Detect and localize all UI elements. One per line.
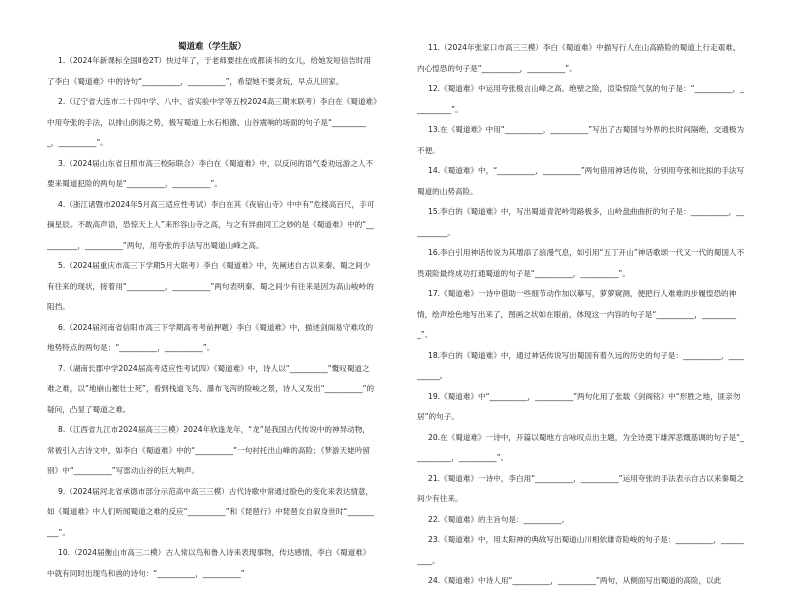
question-7: 7.（湖南长郡中学2024届高考适应性考试四）《蜀道难》中，诗人以“__________”慨叹蜀道之难之难，以“地崩山摧壮士死”，看到栈道飞鸟、瀑布飞泻的险峻之景，诗人又发出“__________”的疑问，凸显了蜀道之难。 [47,363,375,414]
question-3: 3.（2024届山东省日照市高三校际联合）李白在《蜀道难》中，以反问的语气委劝远游之人不要来蜀道犯险的两句是“__________，__________”。 [47,158,374,188]
question-2: 2.（辽宁省大连市二十四中学、八中、省实验中学等五校2024高三期末联考）李白在《蜀道难》中用夸张的手法，以排山倒海之势，极写蜀道上水石相激、山谷震响的场面的句子是“__________，__________”。 [47,97,377,147]
page-title: 蜀道难（学生版） [177,42,246,52]
question-8: 8.（江西省九江市2024届高三三模）2024年欣逢龙年，“龙”是我国古代传说中的神异动物，常被引入古诗文中，如李白《蜀道难》中的“__________”一句衬托出山峰的高险；《梦游天姥吟留别》中“__________”写雷动山谷的巨大响声。 [47,425,371,475]
left-question-list [47,51,377,584]
left-column [47,38,377,584]
question-24: 24.《蜀道难》中诗人用“__________，__________”两句，从侧面写出蜀道的高险，以此 [428,576,722,585]
question-16: 16.李白引用神话传说为其增添了浪漫气息，如引用“五丁开山”神话歌颂一代又一代的蜀国人不畏艰险最终成功打通蜀道的句子是“__________，__________”。 [417,248,745,278]
question-15: 15.李白的《蜀道难》中，写出蜀道青泥岭弯路极多，山岭盘曲曲折的句子是：__________，__________。 [417,207,744,237]
question-22: 22.《蜀道难》的主旨句是：__________。 [428,514,570,524]
question-14: 14.《蜀道难》中，“__________，__________”两句借用神话传说，分别用夸张和比拟的手法写蜀道的山势高险。 [417,166,745,196]
question-19: 19.《蜀道难》中“__________，__________”两句化用了张载《剑阁铭》中“形胜之地，匪亲勿居”的句子。 [417,391,741,421]
question-11: 11.（2024年张家口市高三三模）李白《蜀道难》中描写行人在山高路险的蜀道上行走艰难、内心惶恐的句子是“__________，__________”。 [417,43,741,73]
question-20: 20.在《蜀道难》一诗中，开篇以蜀地方言咏叹点出主题，为全诗奠下雄浑悲慨基调的句子是“__________，__________”。 [417,432,744,462]
question-10: 10.（2024届衡山市高三二模）古人常以鸟和鲁入诗来表现事物，传达感情，李白《蜀道难》中就有同时出现鸟和兽的诗句：“__________，__________” [47,548,371,578]
right-column [417,38,747,592]
question-5: 5.（2024届重庆市高三下学期5月大联考）李白《蜀道难》中，先阐述自古以来秦、蜀之间少有往来的现状，接着用“__________，__________”两句表明秦、蜀之间少有往来是因为高山峻岭的阻挡。 [47,261,374,311]
question-17: 17.《蜀道难》一诗中借助一些细节动作加以摹写，萝萝窥测，便把行人难难的步履惶恐的神情，绘声绘色地写出来了，图画之状如在眼前，体现这一内容的句子是“__________，__________”。 [417,289,737,339]
question-21: 21.《蜀道难》一诗中，李白用“__________，__________”运用夸张的手法表示自古以来秦蜀之间少有往来。 [417,473,745,503]
question-13: 13.在《蜀道难》中用“__________，__________”写出了古蜀国与外界的长时间隔绝，交通极为不便。 [417,125,745,155]
question-23: 23.《蜀道难》中，用太阳神的典故写出蜀道山川相依雄奇险峻的句子是：__________，__________。 [417,535,744,565]
question-18: 18.李白的《蜀道难》中，通过神话传说写出蜀国有着久远的历史的句子是：__________，__________。 [417,350,744,380]
question-1: 1.（2024年新课标全国Ⅱ卷2T）快过年了，于老师要挂在成都读书的女儿，给她发短信告时用了李白《蜀道难》中的诗句“__________，__________”，希望她不要贪玩，早点儿回家。 [47,56,372,86]
question-12: 12.《蜀道难》中运用夸张极言山峰之高、绝壁之险，渲染惊险气氛的句子是：“__________，__________”。 [417,84,744,114]
question-6: 6.（2024届河南省信阳市高三下学期高考考前押题）李白《蜀道难》中，描述剑阁易守难攻的地势特点的两句是：“__________，__________”。 [47,322,374,352]
question-9: 9.（2024届河北省承德市部分示范高中高三三模）古代诗歌中常通过脸色的变化来表达情意，如《蜀道难》中人们听闻蜀道之难的反应“__________”和《琵琶行》中琵琶女自叙身世时“__________”。 [47,486,374,537]
question-4: 4.（浙江诸暨市2024年5月高三适应性考试）李白在其《夜宿山寺》中中有“危楼高百尺，手可摘星辰。不敢高声语，恐惊天上人”来形容山寺之高，与之有异曲同工之妙的是《蜀道难》中的“__________，__________”两句，用夸张的手法写出蜀道山峰之高。 [47,199,375,250]
